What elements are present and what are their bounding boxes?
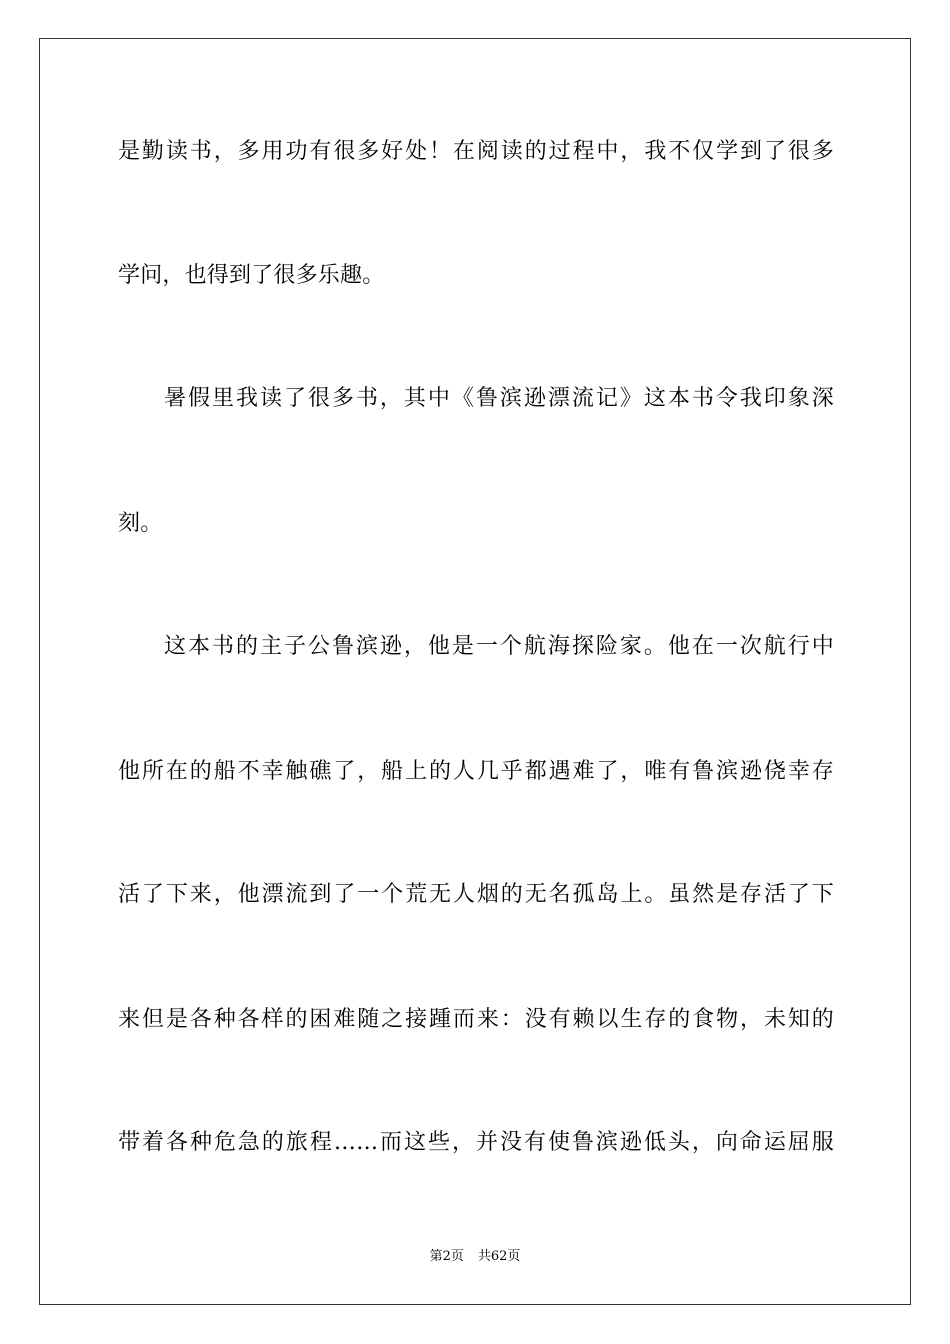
text-line: 暑假里我读了很多书，其中《鲁滨逊漂流记》这本书令我印象深 [164, 386, 834, 411]
page-footer [0, 1248, 950, 1266]
text-line: 这本书的主子公鲁滨逊，他是一个航海探险家。他在一次航行中 [164, 634, 834, 659]
text-line: 刻。 [118, 511, 163, 536]
page-border [39, 38, 911, 1305]
text-line: 学问，也得到了很多乐趣。 [118, 263, 385, 288]
text-line: 他所在的船不幸触礁了，船上的人几乎都遇难了，唯有鲁滨逊侥幸存 [118, 759, 834, 784]
text-line: 带着各种危急的旅程……而这些，并没有使鲁滨逊低头，向命运屈服 [118, 1130, 834, 1155]
text-line: 活了下来，他漂流到了一个荒无人烟的无名孤岛上。虽然是存活了下 [118, 882, 834, 907]
text-line: 来但是各种各样的困难随之接踵而来：没有赖以生存的食物，未知的 [118, 1007, 834, 1032]
page-total: 共62页 [477, 1249, 521, 1264]
page-number: 第2页 [429, 1249, 464, 1264]
text-line: 是勤读书，多用功有很多好处！在阅读的过程中，我不仅学到了很多 [118, 139, 834, 164]
